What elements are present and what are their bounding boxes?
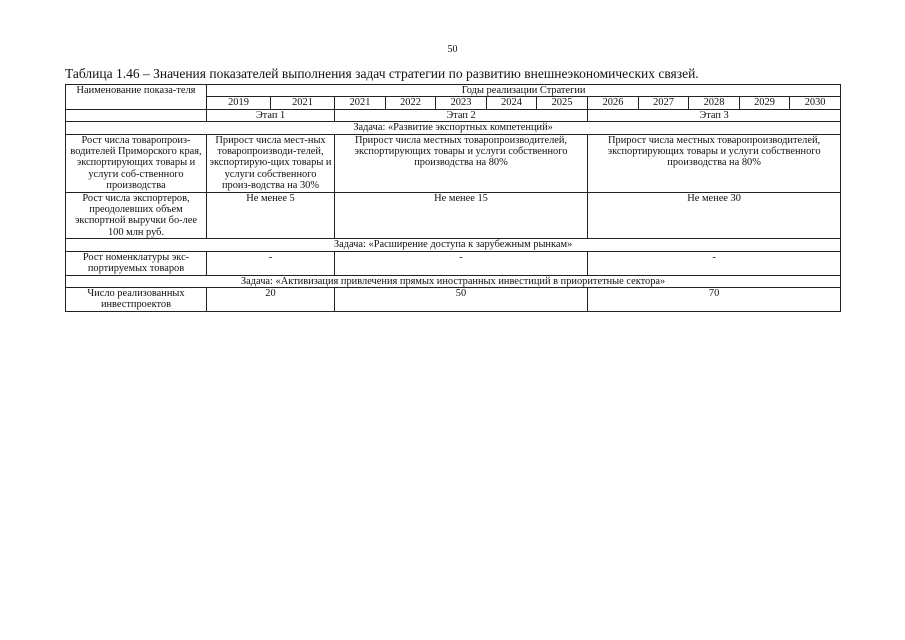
indicator-name: Рост номенклатуры экс-портируемых товаров: [66, 251, 207, 275]
indicators-table: [65, 84, 841, 312]
year-cell: 2030: [790, 97, 841, 109]
table-caption: Таблица 1.46 – Значения показателей выполнения задач стратегии по развитию внешнеэкономических связей.: [65, 66, 699, 81]
stage-3-value: Не менее 30: [588, 192, 841, 239]
indicator-name: Рост числа товаропроиз-водителей Приморского края, экспортирующих товары и услуги соб-ственного производства: [66, 134, 207, 192]
stage-2-label: Этап 2: [335, 109, 588, 121]
year-cell: 2028: [689, 97, 740, 109]
year-cell: 2027: [639, 97, 689, 109]
year-cell: 2024: [487, 97, 537, 109]
stage-1-value: Не менее 5: [207, 192, 335, 239]
stage-2-value: 50: [335, 287, 588, 311]
year-cell: 2025: [537, 97, 588, 109]
year-cell: 2021: [335, 97, 386, 109]
year-cell: 2019: [207, 97, 271, 109]
stage-3-value: 70: [588, 287, 841, 311]
stage-3-label: Этап 3: [588, 109, 841, 121]
year-cell: 2022: [386, 97, 436, 109]
year-cell: 2029: [740, 97, 790, 109]
stage-1-value: -: [207, 251, 335, 275]
indicator-name: Число реализованных инвестпроектов: [66, 287, 207, 311]
year-cell: 2021: [271, 97, 335, 109]
table-row: [66, 287, 841, 311]
year-cell: 2026: [588, 97, 639, 109]
stage-1-label: Этап 1: [207, 109, 335, 121]
stage-3-value: Прирост числа местных товаропроизводителей, экспортирующих товары и услуги собственного производства на 80%: [588, 134, 841, 192]
task-row: [66, 122, 841, 134]
header-stages-row: [66, 109, 841, 121]
header-row-1: [66, 85, 841, 97]
empty-cell: [66, 109, 207, 121]
table-row: [66, 251, 841, 275]
stage-2-value: Не менее 15: [335, 192, 588, 239]
stage-1-value: Прирост числа мест-ных товаропроизводи-телей, экспортирую-щих товары и услуги собственного произ-водства на 30%: [207, 134, 335, 192]
page-number: 50: [447, 44, 458, 55]
year-cell: 2023: [436, 97, 487, 109]
table-row: [66, 192, 841, 239]
task-title: Задача: «Активизация привлечения прямых иностранных инвестиций в приоритетные сектора»: [66, 275, 841, 287]
stage-2-value: Прирост числа местных товаропроизводителей, экспортирующих товары и услуги собственного производства на 80%: [335, 134, 588, 192]
task-title: Задача: «Расширение доступа к зарубежным рынкам»: [66, 239, 841, 251]
task-row: [66, 275, 841, 287]
stage-2-value: -: [335, 251, 588, 275]
header-years-group: Годы реализации Стратегии: [207, 85, 841, 97]
task-title: Задача: «Развитие экспортных компетенций»: [66, 122, 841, 134]
header-name-column: Наименование показа-теля: [66, 85, 207, 110]
task-row: [66, 239, 841, 251]
stage-3-value: -: [588, 251, 841, 275]
stage-1-value: 20: [207, 287, 335, 311]
indicator-name: Рост числа экспортеров, преодолевших объем экспортной выручки бо-лее 100 млн руб.: [66, 192, 207, 239]
table-row: [66, 134, 841, 192]
